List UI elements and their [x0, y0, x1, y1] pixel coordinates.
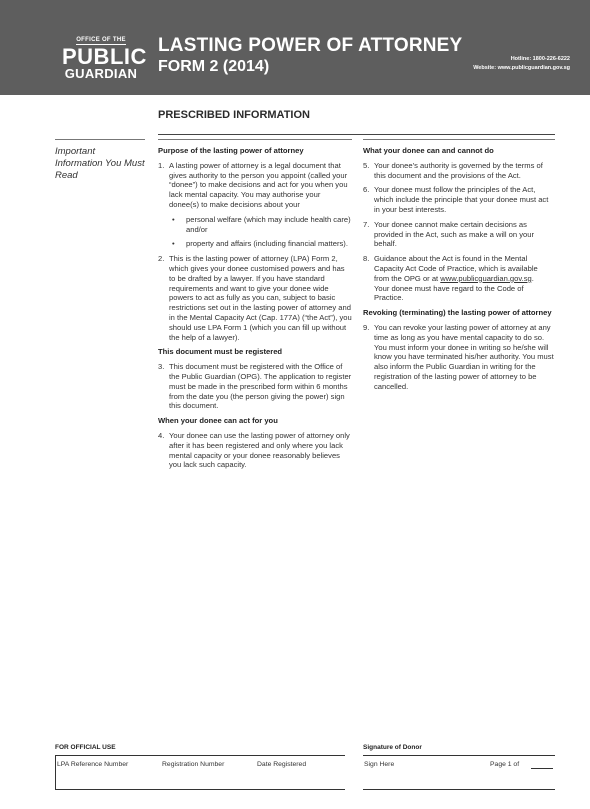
list-item: 9. You can revoke your lasting power of attorney at any time as long as you have mental capacity to do so. You must inform your donee in writing so he/she will know you have terminated his/her authority. You must also inform the Public Guardian in writing for the registration of the lasting power of attorney to be cancelled. [363, 322, 554, 391]
registration-number-label: Registration Number [162, 761, 225, 768]
purpose-heading: Purpose of the lasting power of attorney [158, 146, 304, 155]
list-item: 1. A lasting power of attorney is a legal document that gives authority to the person you appoint (called your “donee”) to make decisions and act for you when you lack mental capacity. You may authorise your donee(s) to make decisions about your [158, 160, 348, 209]
side-divider [55, 139, 145, 140]
date-registered-label: Date Registered [257, 761, 307, 768]
revoke-heading: Revoking (terminating) the lasting power of attorney [363, 308, 552, 318]
list-item: 6. Your donee must follow the principles of the Act, which include the principle that your donee must act in your best interests. [363, 185, 549, 214]
list-item: 4. Your donee can use the lasting power of attorney only after it has been registered and only where you lack mental capacity or your donee reasonably believes you lack such capacity. [158, 430, 350, 470]
opg-logo [62, 28, 147, 81]
official-use-box-left [55, 755, 56, 790]
signature-line[interactable] [363, 789, 555, 790]
page-total-blank[interactable] [531, 768, 553, 769]
form-title: LASTING POWER OF ATTORNEY [158, 35, 463, 56]
signature-divider [363, 755, 555, 756]
bullet-item: • property and affairs (including financial matters). [172, 239, 348, 249]
contact-info [473, 55, 570, 73]
signature-title: Signature of Donor [363, 744, 422, 751]
logo-guardian: GUARDIAN [64, 66, 138, 81]
column-right [363, 146, 555, 397]
header-banner [0, 0, 590, 95]
official-use-box-bottom [55, 789, 345, 790]
hotline: Hotline: 1800-226-6222 [510, 56, 570, 62]
list-item: 5. Your donee’s authority is governed by the terms of this document and the provisions of the Act. [363, 160, 543, 180]
when-heading: When your donee can act for you [158, 416, 278, 426]
col1-divider [158, 139, 352, 140]
can-heading: What your donee can and cannot do [363, 146, 494, 155]
logo-office-of-the: OFFICE OF THE [76, 37, 126, 43]
section-title: PRESCRIBED INFORMATION [158, 109, 310, 121]
section-divider [158, 134, 555, 135]
col2-divider [363, 139, 555, 140]
website: Website: www.publicguardian.gov.sg [473, 65, 570, 71]
bullet-item: • personal welfare (which may include health care) and/or [172, 214, 351, 234]
official-use-title: FOR OFFICIAL USE [55, 744, 116, 751]
form-subtitle: FORM 2 (2014) [158, 58, 270, 75]
important-info-note: Important Information You Must Read [55, 146, 145, 181]
logo-public: PUBLIC [62, 44, 147, 69]
lpa-reference-label: LPA Reference Number [57, 761, 129, 768]
list-item: 8. Guidance about the Act is found in the Mental Capacity Act Code of Practice, which is available from the OPG or at www.publicguardian.gov.sg. Your donee must have regard to the Code of Practice. [363, 254, 538, 303]
list-item: 2. This is the lasting power of attorney (LPA) Form 2, which gives your donee customised powers and has to be drafted by a lawyer. If you have standard requirements and want to give your donee wide powers to act as fully as you can, subject to basic restrictions set out in the lasting power of attorney and in the Mental Capacity Act (Cap. 177A) (“the Act”), you should use LPA Form 1 (which you can fill up without the help of a lawyer). [158, 254, 352, 342]
list-item: 3. This document must be registered with the Office of the Public Guardian (OPG). The application to register must be made in the prescribed form within 6 months from the date you (the person giving the power) sign this document. [158, 362, 352, 411]
registered-heading: This document must be registered [158, 347, 283, 357]
list-item: 7. Your donee cannot make certain decisions as provided in the Act, such as make a will on your behalf. [363, 219, 534, 249]
opg-website-link[interactable]: www.publicguardian.gov.sg [440, 273, 532, 283]
sign-here-label: Sign Here [364, 761, 395, 768]
column-left [158, 146, 352, 475]
page-number: Page 1 of [490, 761, 520, 768]
official-use-divider [55, 755, 345, 756]
